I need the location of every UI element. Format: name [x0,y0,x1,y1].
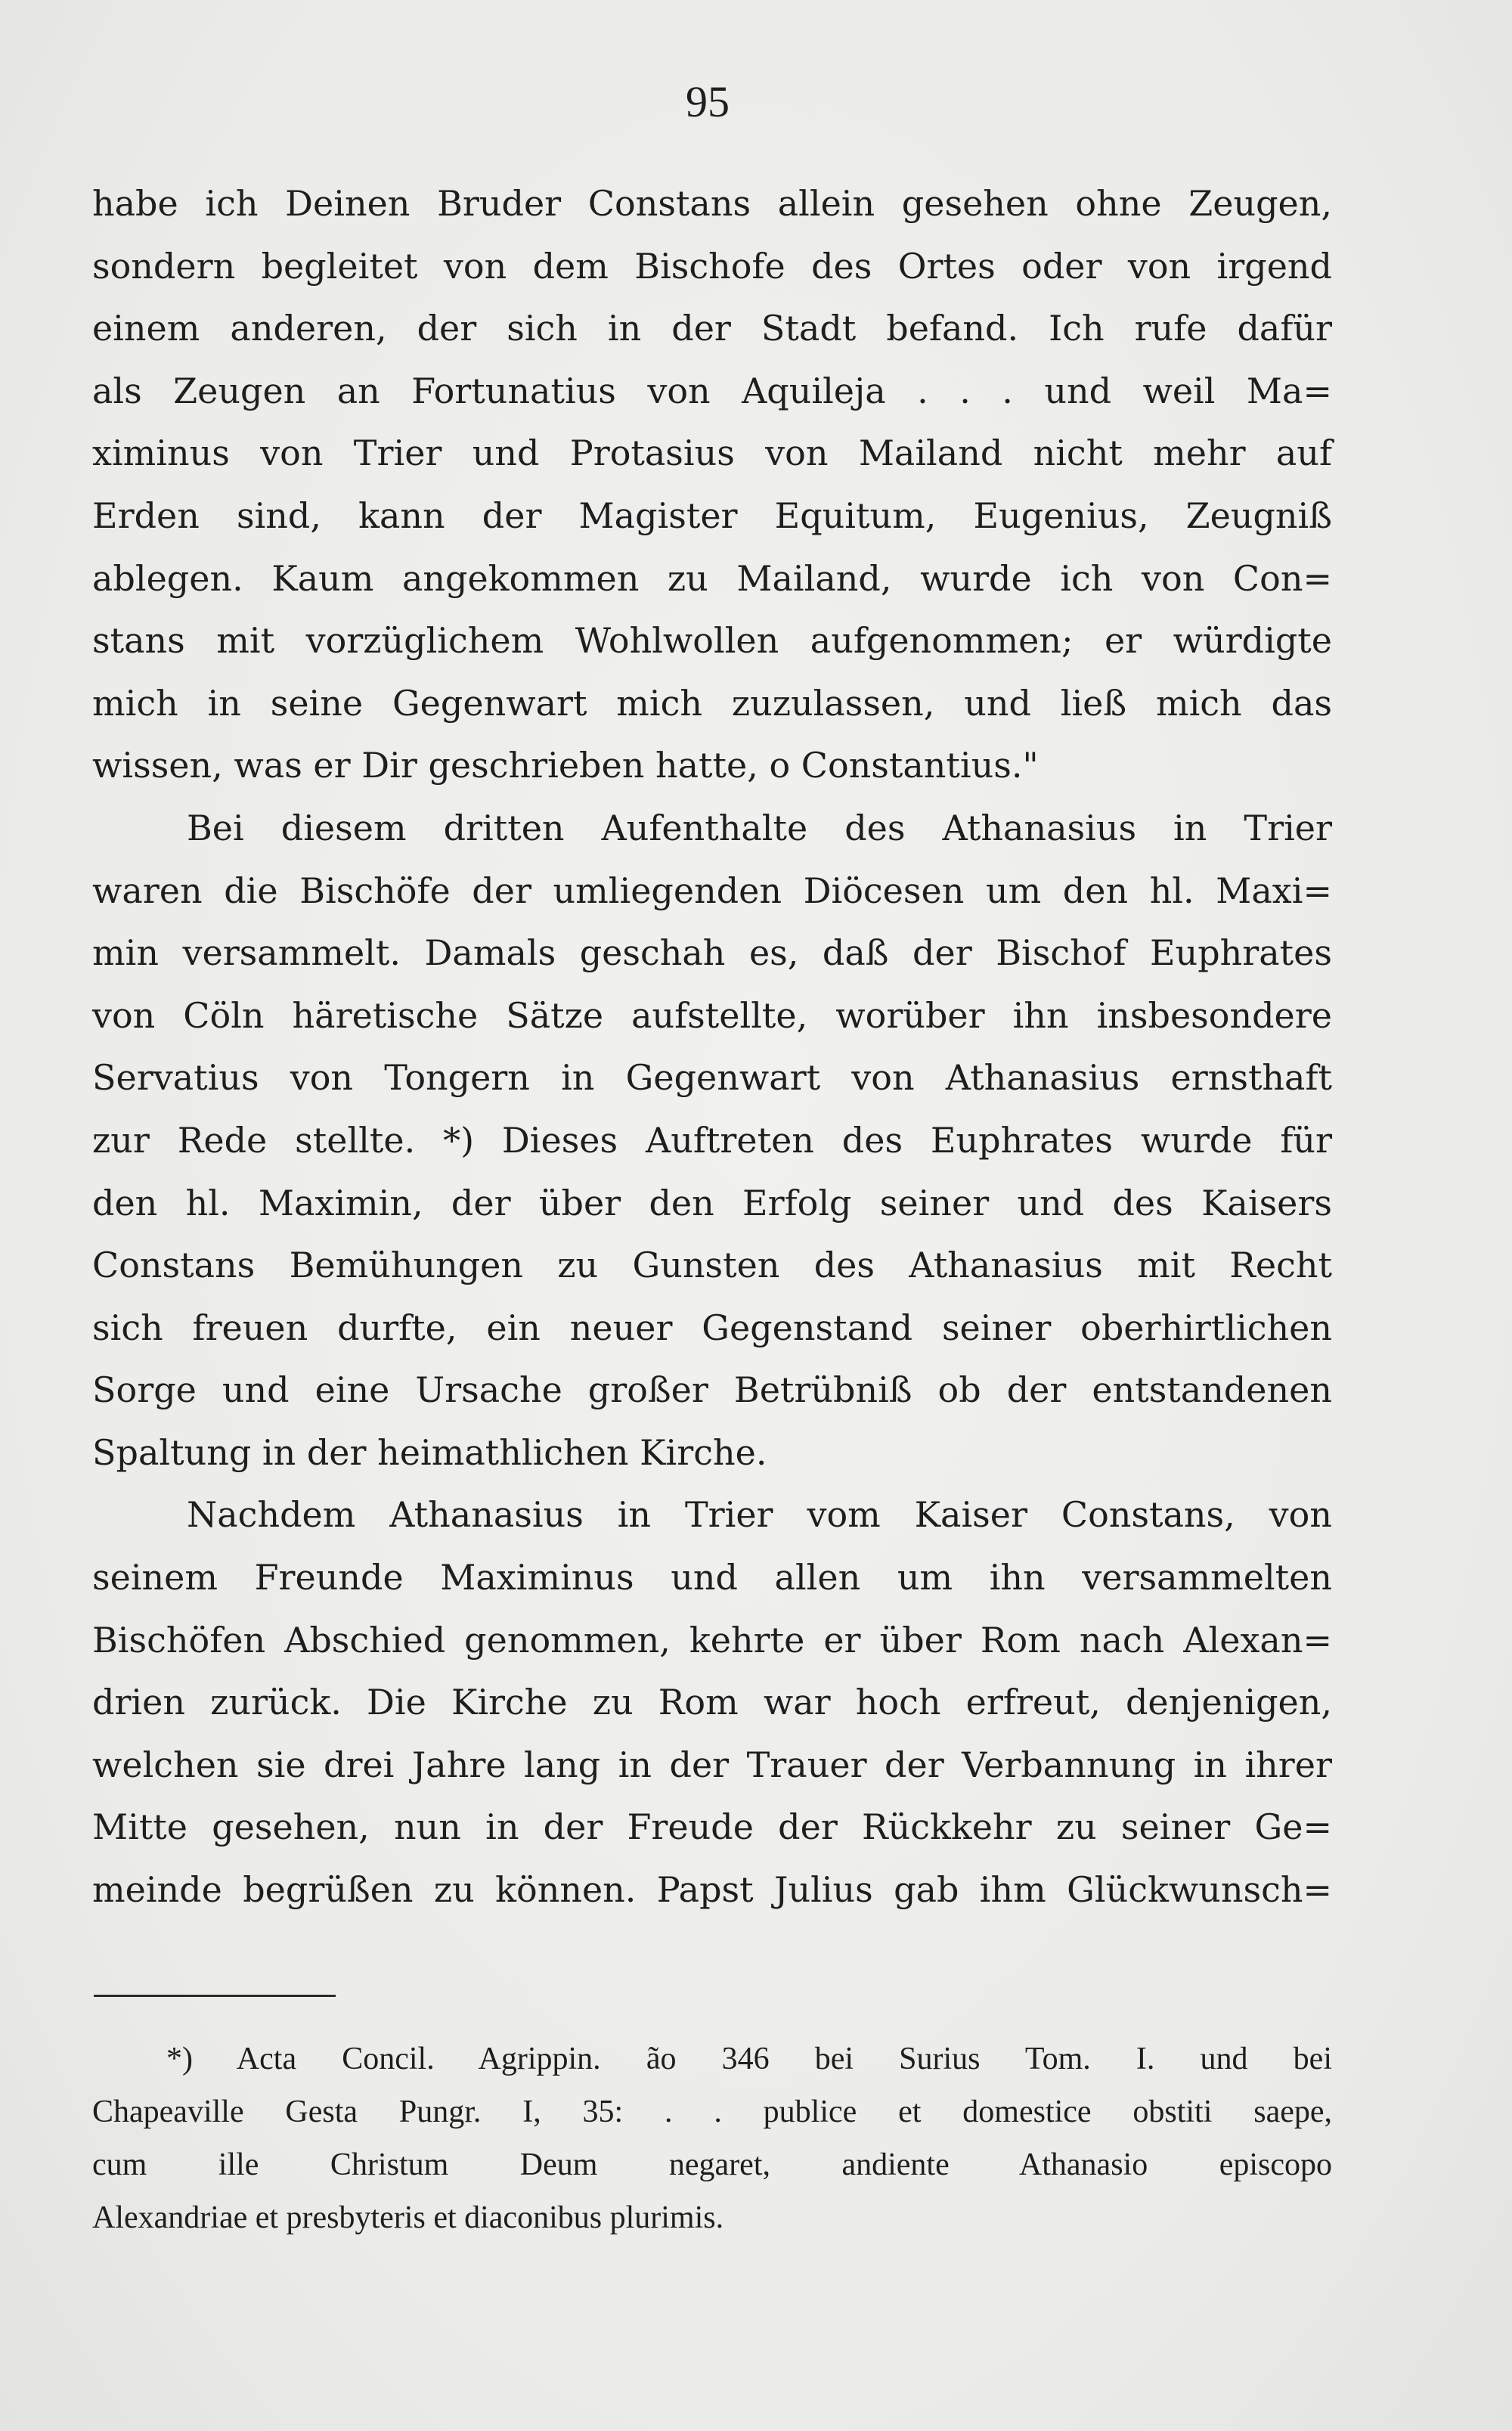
footnote-rule [94,1995,336,1997]
text-line: Erden sind, kann der Magister Equitum, Eugenius, Zeugniß [92,495,1332,536]
footnote-line: *) Acta Concil. Agrippin. ão 346 bei Surius Tom. I. und bei [166,2042,1332,2076]
text-line: habe ich Deinen Bruder Constans allein gesehen ohne Zeugen, [92,183,1332,224]
text-line: ximinus von Trier und Protasius von Mailand nicht mehr auf [92,433,1332,474]
text-line: von Cöln häretische Sätze aufstellte, worüber ihn insbesondere [92,994,1332,1036]
paragraph-start: Bei diesem dritten Aufenthalte des Athanasius in Trier [187,807,1332,848]
body-text [92,172,1332,1921]
page-number: 95 [686,77,730,126]
text-line: wissen, was er Dir geschrieben hatte, o Constantius." [92,745,1039,786]
footnote-line: Chapeaville Gesta Pungr. I, 35: . . publice et domestice obstiti saepe, [92,2095,1332,2129]
text-line: drien zurück. Die Kirche zu Rom war hoch erfreut, denjenigen, [92,1682,1332,1723]
text-line: sich freuen durfte, ein neuer Gegenstand seiner oberhirtlichen [92,1307,1332,1348]
text-line: Mitte gesehen, nun in der Freude der Rückkehr zu seiner Ge= [92,1806,1332,1848]
text-line: meinde begrüßen zu können. Papst Julius gab ihm Glückwunsch= [92,1869,1332,1911]
text-line: sondern begleitet von dem Bischofe des Ortes oder von irgend [92,245,1332,287]
text-line: Sorge und eine Ursache großer Betrübniß ob der entstandenen [92,1369,1332,1411]
text-line: zur Rede stellte. *) Dieses Auftreten des Euphrates wurde für [92,1119,1332,1161]
text-line: seinem Freunde Maximinus und allen um ihn versammelten [92,1557,1332,1598]
text-line: ablegen. Kaum angekommen zu Mailand, wurde ich von Con= [92,557,1332,599]
text-line: Servatius von Tongern in Gegenwart von Athanasius ernsthaft [92,1057,1332,1099]
text-line: einem anderen, der sich in der Stadt befand. Ich rufe dafür [92,308,1332,349]
text-line: Constans Bemühungen zu Gunsten des Athanasius mit Recht [92,1245,1332,1286]
text-line: welchen sie drei Jahre lang in der Trauer der Verbannung in ihrer [92,1744,1332,1785]
text-line: waren die Bischöfe der umliegenden Diöcesen um den hl. Maxi= [92,870,1332,911]
text-line: den hl. Maximin, der über den Erfolg seiner und des Kaisers [92,1182,1332,1223]
footnote-line: cum ille Christum Deum negaret, andiente Athanasio episcopo [92,2147,1332,2182]
text-line: stans mit vorzüglichem Wohlwollen aufgenommen; er würdigte [92,620,1332,662]
text-line: als Zeugen an Fortunatius von Aquileja . . . und weil Ma= [92,370,1332,411]
text-line: mich in seine Gegenwart mich zuzulassen, und ließ mich das [92,682,1332,724]
paragraph-start: Nachdem Athanasius in Trier vom Kaiser Constans, von [187,1494,1332,1536]
text-line: min versammelt. Damals geschah es, daß der Bischof Euphrates [92,932,1332,974]
text-line: Bischöfen Abschied genommen, kehrte er über Rom nach Alexan= [92,1619,1332,1660]
footnote-line: Alexandriae et presbyteris et diaconibus plurimis. [92,2200,724,2235]
text-line: Spaltung in der heimathlichen Kirche. [92,1431,767,1473]
footnote [92,2033,1332,2244]
